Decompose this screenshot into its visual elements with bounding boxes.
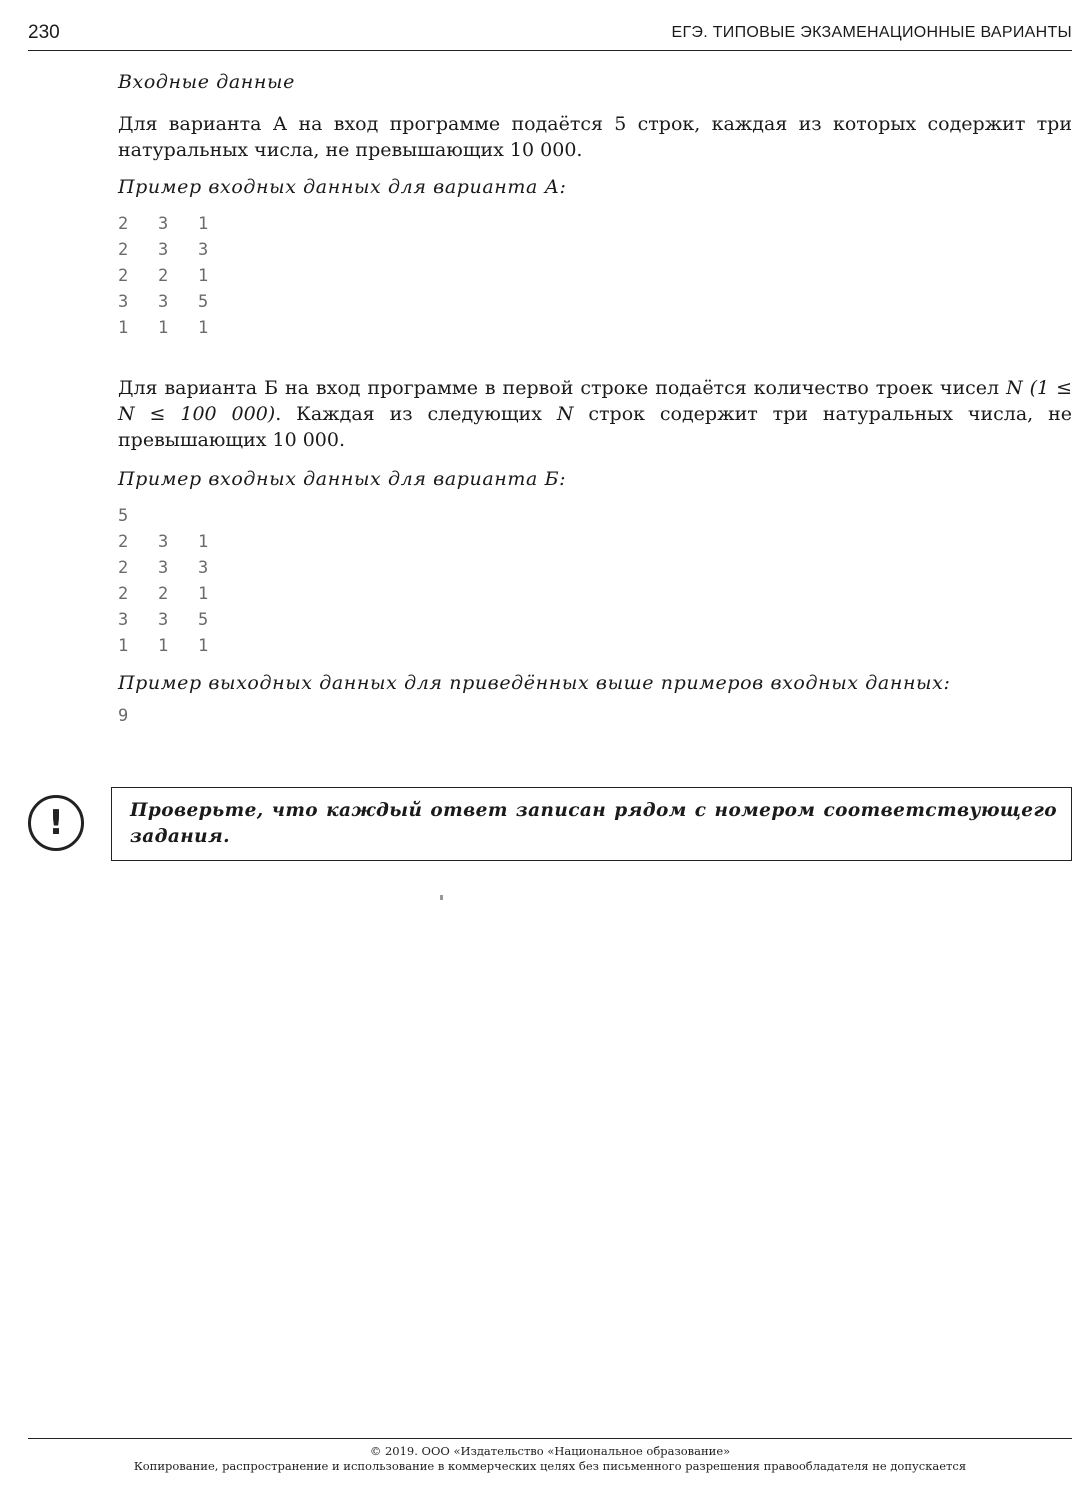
code-line: 3 3 5 [118,292,209,312]
footer-disclaimer: Копирование, распространение и использование в коммерческих целях без письменного разрешения правообладателя не допускается [133,1459,967,1473]
code-line: 1 1 1 [118,318,209,338]
input-data-heading: Входные данные [118,71,295,93]
footer-copyright: © 2019. ООО «Издательство «Национальное образование» [369,1444,731,1458]
page-content [118,68,1072,729]
page-header [28,20,1072,51]
code-line: 2 3 1 [118,532,209,552]
notice-box [111,787,1072,861]
notice-text: Проверьте, что каждый ответ записан рядом с номером соответствующего задания. [130,800,1057,847]
code-line: 2 3 3 [118,558,209,578]
code-line: 2 2 1 [118,266,209,286]
output-example-value: 9 [118,706,129,726]
scan-artifact [440,895,443,900]
example-b-input [118,503,1072,659]
page-number: 230 [28,22,60,43]
code-line: 5 [118,506,129,526]
example-b-heading: Пример входных данных для варианта Б: [118,468,567,490]
variant-b-range: N (1 ≤ N ≤ 100 000) [118,377,1073,425]
example-a-heading: Пример входных данных для варианта А: [118,176,567,198]
output-example-heading: Пример выходных данных для приведённых выше примеров входных данных: [118,672,951,694]
page-footer [28,1444,1072,1474]
variant-b-n: N [556,403,574,425]
code-line: 2 2 1 [118,584,209,604]
footer-divider [28,1438,1072,1439]
code-line: 1 1 1 [118,636,209,656]
running-title: ЕГЭ. ТИПОВЫЕ ЭКЗАМЕНАЦИОННЫЕ ВАРИАНТЫ [671,24,1072,41]
variant-a-description: Для варианта А на вход программе подаётся 5 строк, каждая из которых содержит три натуральных числа, не превышающих 10 000. [118,113,1072,161]
code-line: 2 3 3 [118,240,209,260]
code-line: 3 3 5 [118,610,209,630]
exclamation-icon: ! [28,795,84,851]
example-a-input [118,211,1072,341]
variant-b-description: Для варианта Б на вход программе в первой строке подаётся количество троек чисел N (1 ≤ N ≤ 100 000). Каждая из следующих N строк содержит три натуральных числа, не превышающих 10 000. [118,377,1073,451]
code-line: 2 3 1 [118,214,209,234]
